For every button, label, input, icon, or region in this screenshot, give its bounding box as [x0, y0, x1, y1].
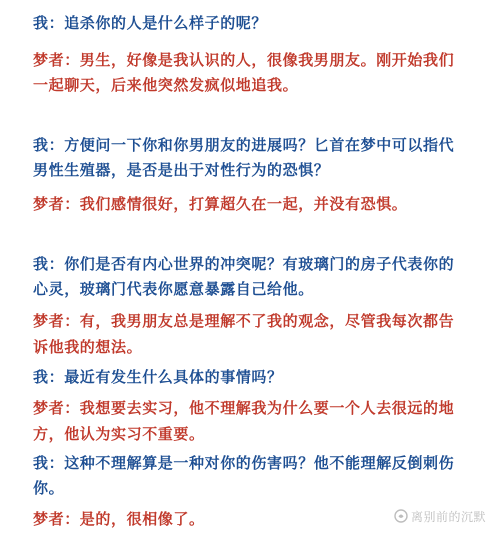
- question-line-8: 你。: [33, 479, 65, 497]
- answer-line-4: 梦者：有，我男朋友总是理解不了我的观念，尽管我每次都告: [33, 312, 455, 330]
- question-line-2: 我：方便问一下你和你男朋友的进展吗？匕首在梦中可以指代: [33, 136, 455, 154]
- watermark: [394, 507, 486, 525]
- answer-line-3: 梦者：我们感情很好，打算超久在一起，并没有恐惧。: [33, 195, 408, 213]
- answer-line-7: 方，他认为实习不重要。: [33, 425, 205, 443]
- answer-line-8: 梦者：是的，很相像了。: [33, 510, 205, 528]
- answer-line-1: 梦者：男生，好像是我认识的人，很像我男朋友。刚开始我们: [33, 51, 455, 69]
- question-line-6: 我：最近有发生什么具体的事情吗？: [33, 368, 283, 386]
- question-line-5: 心灵，玻璃门代表你愿意暴露自己给他。: [33, 280, 314, 298]
- question-line-4: 我：你们是否有内心世界的冲突呢？有玻璃门的房子代表你的: [33, 255, 455, 273]
- answer-line-5: 诉他我的想法。: [33, 338, 143, 356]
- watermark-text: 离别前的沉默: [410, 509, 486, 524]
- question-line-3: 男性生殖器，是否是出于对性行为的恐惧？: [33, 161, 330, 179]
- answer-line-6: 梦者：我想要去实习，他不理解我为什么要一个人去很远的地: [33, 399, 455, 417]
- watermark-logo-icon: [394, 509, 408, 523]
- question-line-7: 我：这种不理解算是一种对你的伤害吗？他不能理解反倒刺伤: [33, 454, 455, 472]
- question-line-1: 我：追杀你的人是什么样子的呢？: [33, 14, 268, 32]
- answer-line-2: 一起聊天，后来他突然发疯似地追我。: [33, 76, 299, 94]
